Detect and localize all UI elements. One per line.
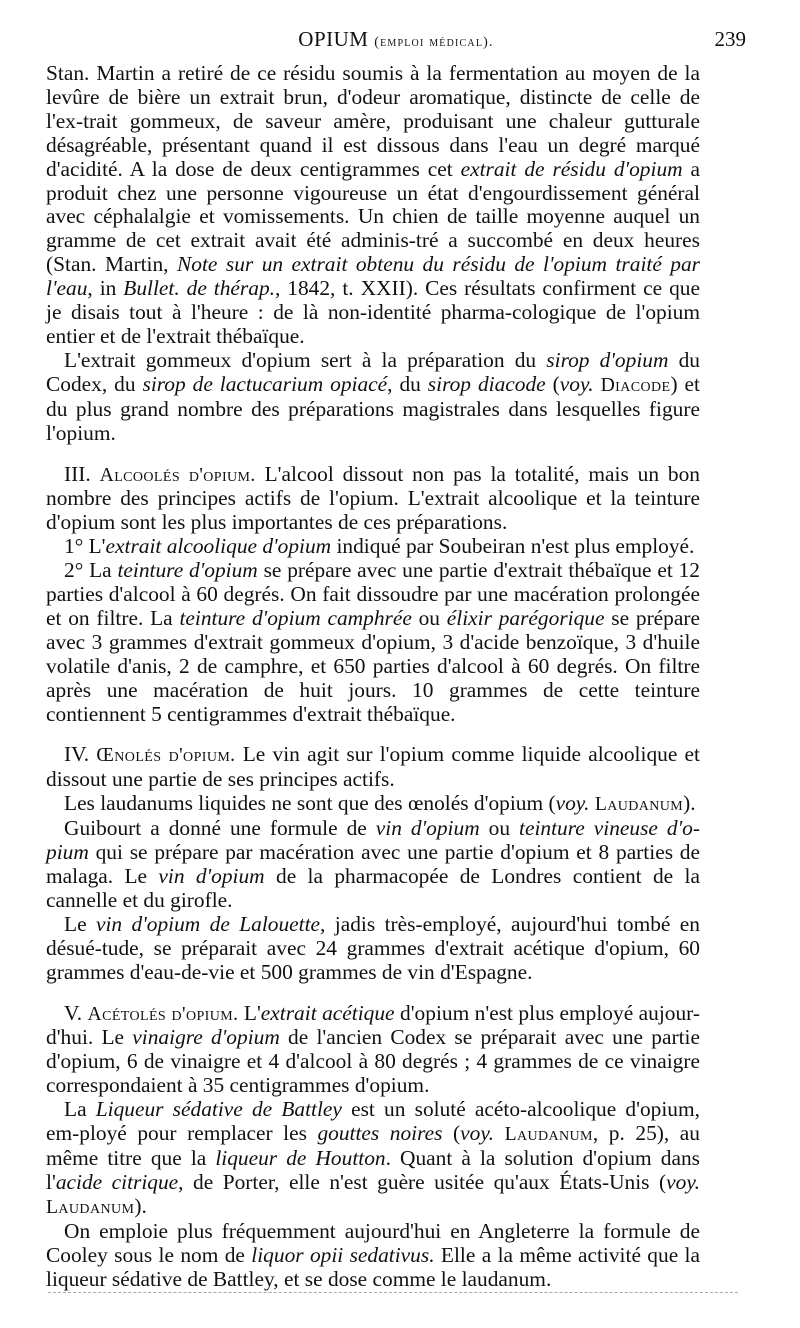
text-run: ). [683,791,696,816]
paragraph-lalouette [46,913,700,985]
text-run: , de Porter, elle n'est guère usitée qu'aux États-Unis ( [178,1169,667,1194]
text-run: On emploie plus fréquemment aujourd'hui en Angleterre la formule de Cooley sous le nom de [46,1218,700,1267]
text-run: a produit chez une personne vigoureuse un état d'engourdissement général avec céphalalgie et vomissements. Un chien de taille moyenne auquel un gramme de cet extrait avait été adminis-tré a succombé en deux heures (Stan. Martin, [46,156,700,277]
italic-term: extrait alcoolique d'opium [105,534,332,559]
text-run: , in [87,276,124,301]
paragraph-cooley [46,1220,700,1292]
text-run: ) et du plus grand nombre des préparations magistrales dans lesquelles figure l'opium. [46,371,700,445]
italic-term: voy. [460,1121,495,1146]
italic-term: teinture d'opium camphrée [179,605,412,630]
italic-term: élixir parégorique [446,605,605,630]
text-run: , p. 25), au même titre que la [46,1121,700,1170]
text-run: Elle a la même activité que la liqueur sédative de Battley, et se dose comme le laudanum. [46,1242,700,1291]
paragraph-vin-opium [46,817,700,913]
paragraph-battley [46,1098,700,1220]
text-run: , 1842, t. XXII). Ces résultats confirment ce que je disais tout à l'heure : de là non-identité pharma-cologique de l'opium entier et de l'extrait thébaïque. [46,276,700,348]
italic-term: sirop d'opium [546,347,669,372]
text-run: se prépare avec 3 grammes d'extrait gommeux d'opium, 3 d'acide benzoïque, 3 d'huile volatile d'anis, 2 de camphre, et 650 parties d'alcool à 60 degrés. On filtre après une macération de huit jours. 10 grammes de cette teinture contiennent 5 centigrammes d'extrait thébaïque. [46,605,700,726]
cross-reference: Laudanum [594,793,684,816]
text-run: La [64,1097,96,1122]
section-heading: Acétolés d'opium. [87,1002,239,1025]
text-run: ). [134,1193,147,1218]
text-run: jadis très-employé, aujourd'hui tombé en désué-tude, se préparait avec 24 grammes d'extrait acétique d'opium, 60 grammes d'eau-de-vie et 500 grammes de vin d'Espagne. [46,911,700,984]
text-run: se prépare avec une partie d'extrait thébaïque et 12 parties d'alcool à 60 degrés. On fait dissoudre par une macération prolongée et on filtre. La [46,558,700,630]
section-oenoles [46,743,700,792]
text-run: de la pharmacopée de Londres contient de la cannelle et du girofle. [46,864,700,912]
text-run: est un soluté acéto-alcoolique d'opium, em-ployé pour remplacer les [46,1097,700,1146]
text-run: L'alcool dissout non pas la totalité, mais un bon nombre des principes actifs de l'opium. L'extrait alcoolique et la teinture d'opium sont les plus importantes de ces préparations. [46,461,700,535]
italic-term: liqueur de Houtton [215,1145,386,1170]
italic-term: vinaigre d'opium [132,1025,280,1050]
text-run: Stan. Martin a retiré de ce résidu soumis à la fermentation au moyen de la levûre de bière un extrait brun, d'odeur aromatique, distincte de celle de l'ex-trait gommeux, de saveur amère, produisant une chaleur gutturale désagréable, présentant quand il est dissous dans l'eau un degré marqué d'acidité. A la dose de deux centigrammes cet [46,61,700,181]
italic-term: teinture d'opium [117,558,258,583]
section-acetoles [46,1002,700,1099]
italic-term: acide citrique [55,1169,179,1194]
italic-term: extrait de résidu d'opium [460,156,683,181]
italic-term: extrait acétique [260,1000,395,1025]
text-run: de l'ancien Codex se préparait avec une partie d'opium, 6 de vinaigre et 4 d'alcool à 80 degrés ; 4 grammes de ce vinaigre correspondaient à 35 centigrammes d'opium. [46,1025,700,1098]
text-run [494,1121,505,1145]
text-run: ou [411,605,447,630]
paragraph-residu-extract [46,62,700,349]
cross-reference: Laudanum [46,1195,135,1218]
section-alcooles [46,463,700,536]
italic-term: vin d'opium [158,864,265,888]
italic-term: voy. [559,371,594,396]
italic-term: gouttes noires [317,1121,443,1146]
italic-term: vin d'opium de Lalouette, [95,911,326,936]
text-run: , du [387,371,428,396]
text-run: Le vin agit sur l'opium comme liquide alcoolique et dissout une partie de ses principes actifs. [46,742,700,792]
running-title [46,26,746,56]
text-run: d'opium n'est plus employé aujour-d'hui. Le [46,1000,700,1050]
section-number: IV. [64,742,90,767]
text-run: 2° La [64,558,118,583]
text-run: indiqué par Soubeiran n'est plus employé. [331,534,695,559]
section-number: III. [64,461,91,486]
text-run: ou [479,816,520,841]
italic-citation: Note sur un extrait obtenu du résidu de l'opium traité par l'eau [46,252,701,301]
text-run: ( [442,1121,461,1146]
section-heading: Œnolés d'opium. [96,744,236,767]
italic-term: Liqueur sédative de Battley [95,1097,342,1122]
text-run: L'extrait gommeux d'opium sert à la préparation du [64,347,547,372]
text-run: du Codex, du [46,347,700,396]
section-heading: Alcoolés d'opium. [99,463,256,486]
cross-reference: Diacode [600,373,671,396]
italic-citation: Bullet. de thérap. [123,276,275,301]
paragraph-extrait-alcoolique [46,535,700,559]
paragraph-gummy-extract [46,349,700,446]
italic-term: liquor opii sedativus. [251,1242,435,1267]
italic-term: teinture vineuse d'o-pium [46,816,700,865]
paragraph-teinture [46,559,700,726]
text-run: . Quant à la solution d'opium dans l' [46,1145,700,1194]
page-number: 239 [714,27,746,51]
running-title-main: OPIUM [298,27,369,51]
text-run: 1° L' [64,534,106,559]
text-run: ( [545,371,560,396]
paragraph-laudanums [46,792,700,817]
section-number: V. [64,1000,83,1025]
cross-reference: Laudanum [504,1123,593,1146]
text-run [594,372,601,396]
bleed-through-footer-line [48,1292,738,1293]
text-run: Guibourt a donné une formule de [64,816,376,841]
text-run: qui se prépare par macération avec une partie d'opium et 8 parties de malaga. Le [46,840,700,888]
italic-term: sirop de lactucarium opiacé [142,371,388,396]
italic-term: vin d'opium [375,816,480,841]
body-text [46,62,700,1291]
text-run: L' [238,1000,261,1025]
running-title-sub: (emploi médical). [374,35,494,50]
text-run: Le [64,911,96,936]
italic-term: sirop diacode [427,371,546,396]
italic-term: voy. [666,1169,700,1194]
italic-term: voy. [555,791,590,816]
text-run: Les laudanums liquides ne sont que des œnolés d'opium ( [64,791,556,816]
